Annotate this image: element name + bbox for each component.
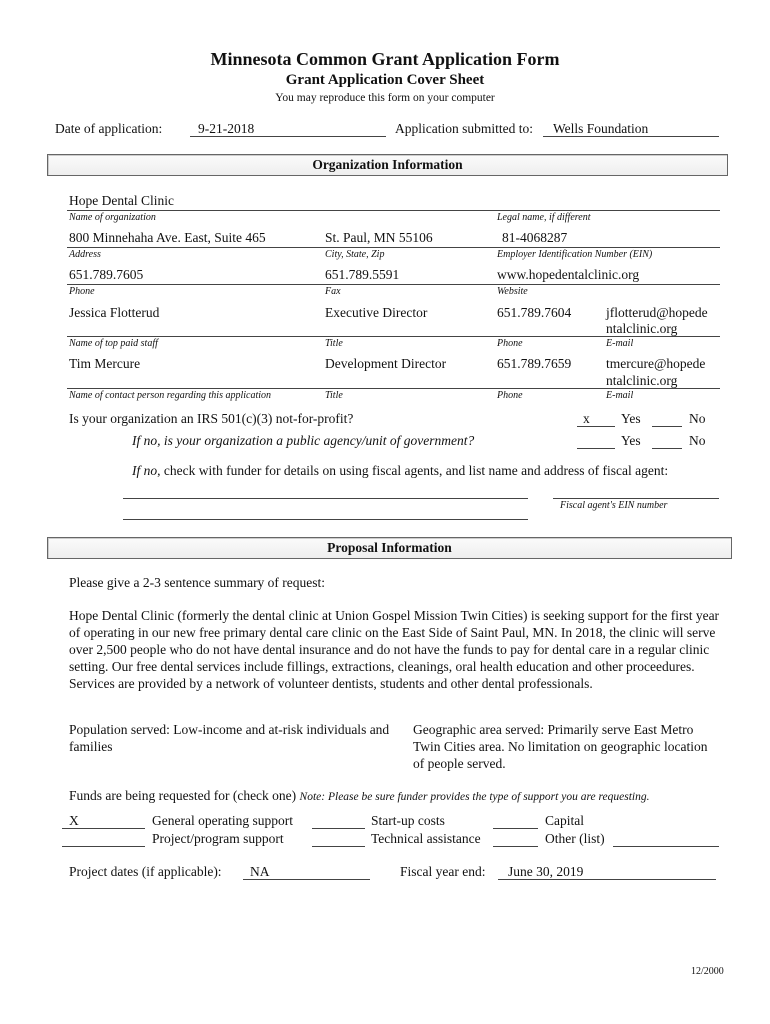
contact-line [67, 388, 720, 389]
top-staff-email-line1[interactable]: jflotterud@hopede [606, 305, 708, 320]
phone-label: Phone [69, 286, 95, 297]
org-name-field[interactable]: Hope Dental Clinic [69, 193, 174, 208]
phone-field[interactable]: 651.789.7605 [69, 267, 144, 282]
address-field[interactable]: 800 Minnehaha Ave. East, Suite 465 [69, 230, 266, 245]
phone-line [67, 284, 720, 285]
fiscal-agent-instruction [132, 463, 668, 479]
submitted-field[interactable]: Wells Foundation [553, 121, 649, 136]
address-label: Address [69, 249, 101, 260]
top-staff-name-field[interactable]: Jessica Flotterud [69, 305, 160, 320]
other-list-line[interactable] [613, 846, 719, 847]
funds-question [69, 788, 649, 804]
contact-email-label: E-mail [606, 390, 634, 401]
top-staff-phone-label: Phone [497, 338, 523, 349]
ein-label: Employer Identification Number (EIN) [497, 249, 653, 260]
irs-yes-label: Yes [621, 411, 641, 426]
irs-yes-mark[interactable]: x [583, 411, 590, 426]
other-blank[interactable] [493, 846, 538, 847]
contact-name-field[interactable]: Tim Mercure [69, 356, 141, 371]
if-no-italic-2: If no [132, 463, 158, 478]
project-dates-label: Project dates (if applicable): [69, 864, 222, 879]
form-version: 12/2000 [691, 966, 724, 977]
fiscal-year-label: Fiscal year end: [400, 864, 486, 879]
fiscal-ein-line[interactable] [553, 498, 719, 499]
agency-no-blank[interactable] [652, 448, 682, 449]
geographic-area[interactable]: Geographic area served: Primarily serve East Metro Twin Cities area. No limitation on geographic location of people served. [413, 722, 708, 771]
contact-phone-label: Phone [497, 390, 523, 401]
contact-title-label: Title [325, 390, 343, 401]
fiscal-agent-line-2[interactable] [123, 519, 528, 520]
fax-label: Fax [325, 286, 341, 297]
top-staff-email-label: E-mail [606, 338, 634, 349]
city-label: City, State, Zip [325, 249, 385, 260]
funds-note: Note: Please be sure funder provides the type of support you are requesting. [299, 791, 650, 803]
reproduce-note: You may reproduce this form on your computer [275, 92, 495, 104]
if-no-italic-1: If no [132, 433, 158, 448]
fiscal-agent-text: , check with funder for details on using fiscal agents, and list name and address of fiscal agent: [157, 463, 669, 478]
population-served[interactable]: Population served: Low-income and at-risk individuals and families [69, 722, 390, 754]
org-name-line [67, 210, 720, 211]
top-staff-line [67, 336, 720, 337]
proposal-section-title: Proposal Information [327, 540, 452, 555]
top-staff-title-field[interactable]: Executive Director [325, 305, 428, 320]
fiscal-ein-label: Fiscal agent's EIN number [560, 500, 668, 511]
website-field[interactable]: www.hopedentalclinic.org [497, 267, 640, 282]
fax-field[interactable]: 651.789.5591 [325, 267, 400, 282]
top-staff-title-label: Title [325, 338, 343, 349]
project-dates-field[interactable]: NA [250, 864, 270, 879]
form-subtitle: Grant Application Cover Sheet [285, 72, 485, 88]
organization-section-title: Organization Information [312, 157, 463, 172]
funds-label: Funds are being requested for (check one) [69, 788, 297, 803]
project-program-blank[interactable] [62, 846, 145, 847]
irs-question: Is your organization an IRS 501(c)(3) not-for-profit? [69, 411, 354, 426]
irs-no-blank[interactable] [652, 426, 682, 427]
address-line [67, 247, 720, 248]
ein-field[interactable]: 81-4068287 [502, 230, 568, 245]
agency-yes-blank[interactable] [577, 448, 615, 449]
contact-email-line2[interactable]: ntalclinic.org [606, 373, 678, 388]
project-program-label: Project/program support [152, 831, 284, 846]
startup-label: Start-up costs [371, 813, 445, 828]
contact-name-label: Name of contact person regarding this application [69, 390, 272, 401]
technical-label: Technical assistance [371, 831, 481, 846]
organization-section-header [47, 154, 728, 176]
contact-email-line1[interactable]: tmercure@hopede [606, 356, 706, 371]
irs-no-label: No [689, 411, 706, 426]
public-agency-text: , is your organization a public agency/unit of government? [157, 433, 475, 448]
technical-blank[interactable] [312, 846, 365, 847]
summary-prompt: Please give a 2-3 sentence summary of request: [69, 575, 326, 590]
top-staff-phone-field[interactable]: 651.789.7604 [497, 305, 572, 320]
city-field[interactable]: St. Paul, MN 55106 [325, 230, 433, 245]
date-label: Date of application: [55, 121, 163, 136]
date-field[interactable]: 9-21-2018 [198, 121, 255, 136]
general-operating-mark[interactable]: X [69, 813, 79, 828]
public-agency-question [132, 433, 474, 449]
startup-blank[interactable] [312, 828, 365, 829]
form-title: Minnesota Common Grant Application Form [210, 49, 560, 69]
fiscal-agent-line-1[interactable] [123, 498, 528, 499]
capital-label: Capital [545, 813, 584, 828]
general-operating-label: General operating support [152, 813, 293, 828]
agency-no-label: No [689, 433, 706, 448]
other-label: Other (list) [545, 831, 605, 846]
proposal-section-header [47, 537, 732, 559]
fiscal-year-field[interactable]: June 30, 2019 [508, 864, 584, 879]
contact-title-field[interactable]: Development Director [325, 356, 447, 371]
contact-phone-field[interactable]: 651.789.7659 [497, 356, 572, 371]
capital-blank[interactable] [493, 828, 538, 829]
submitted-label: Application submitted to: [395, 121, 533, 136]
top-staff-name-label: Name of top paid staff [69, 338, 158, 349]
summary-text[interactable]: Hope Dental Clinic (formerly the dental clinic at Union Gospel Mission Twin Cities) is seeking support for the first year of operating in our new free primary dental care clinic on the East Side of Saint Paul, MN. In 2018, the clinic will serve over 2,500 people who do not have dental insurance and do not have the funds to pay for dental care in a regular clinic setting. Our free dental services include fillings, extractions, cleanings, oral health education and other proceedures. Services are provided by a network of volunteer dentists, students and other dental professionals. [69, 608, 720, 691]
org-name-label: Name of organization [69, 212, 156, 223]
legal-name-label: Legal name, if different [497, 212, 591, 223]
top-staff-email-line2[interactable]: ntalclinic.org [606, 321, 678, 336]
agency-yes-label: Yes [621, 433, 641, 448]
website-label: Website [497, 286, 528, 297]
